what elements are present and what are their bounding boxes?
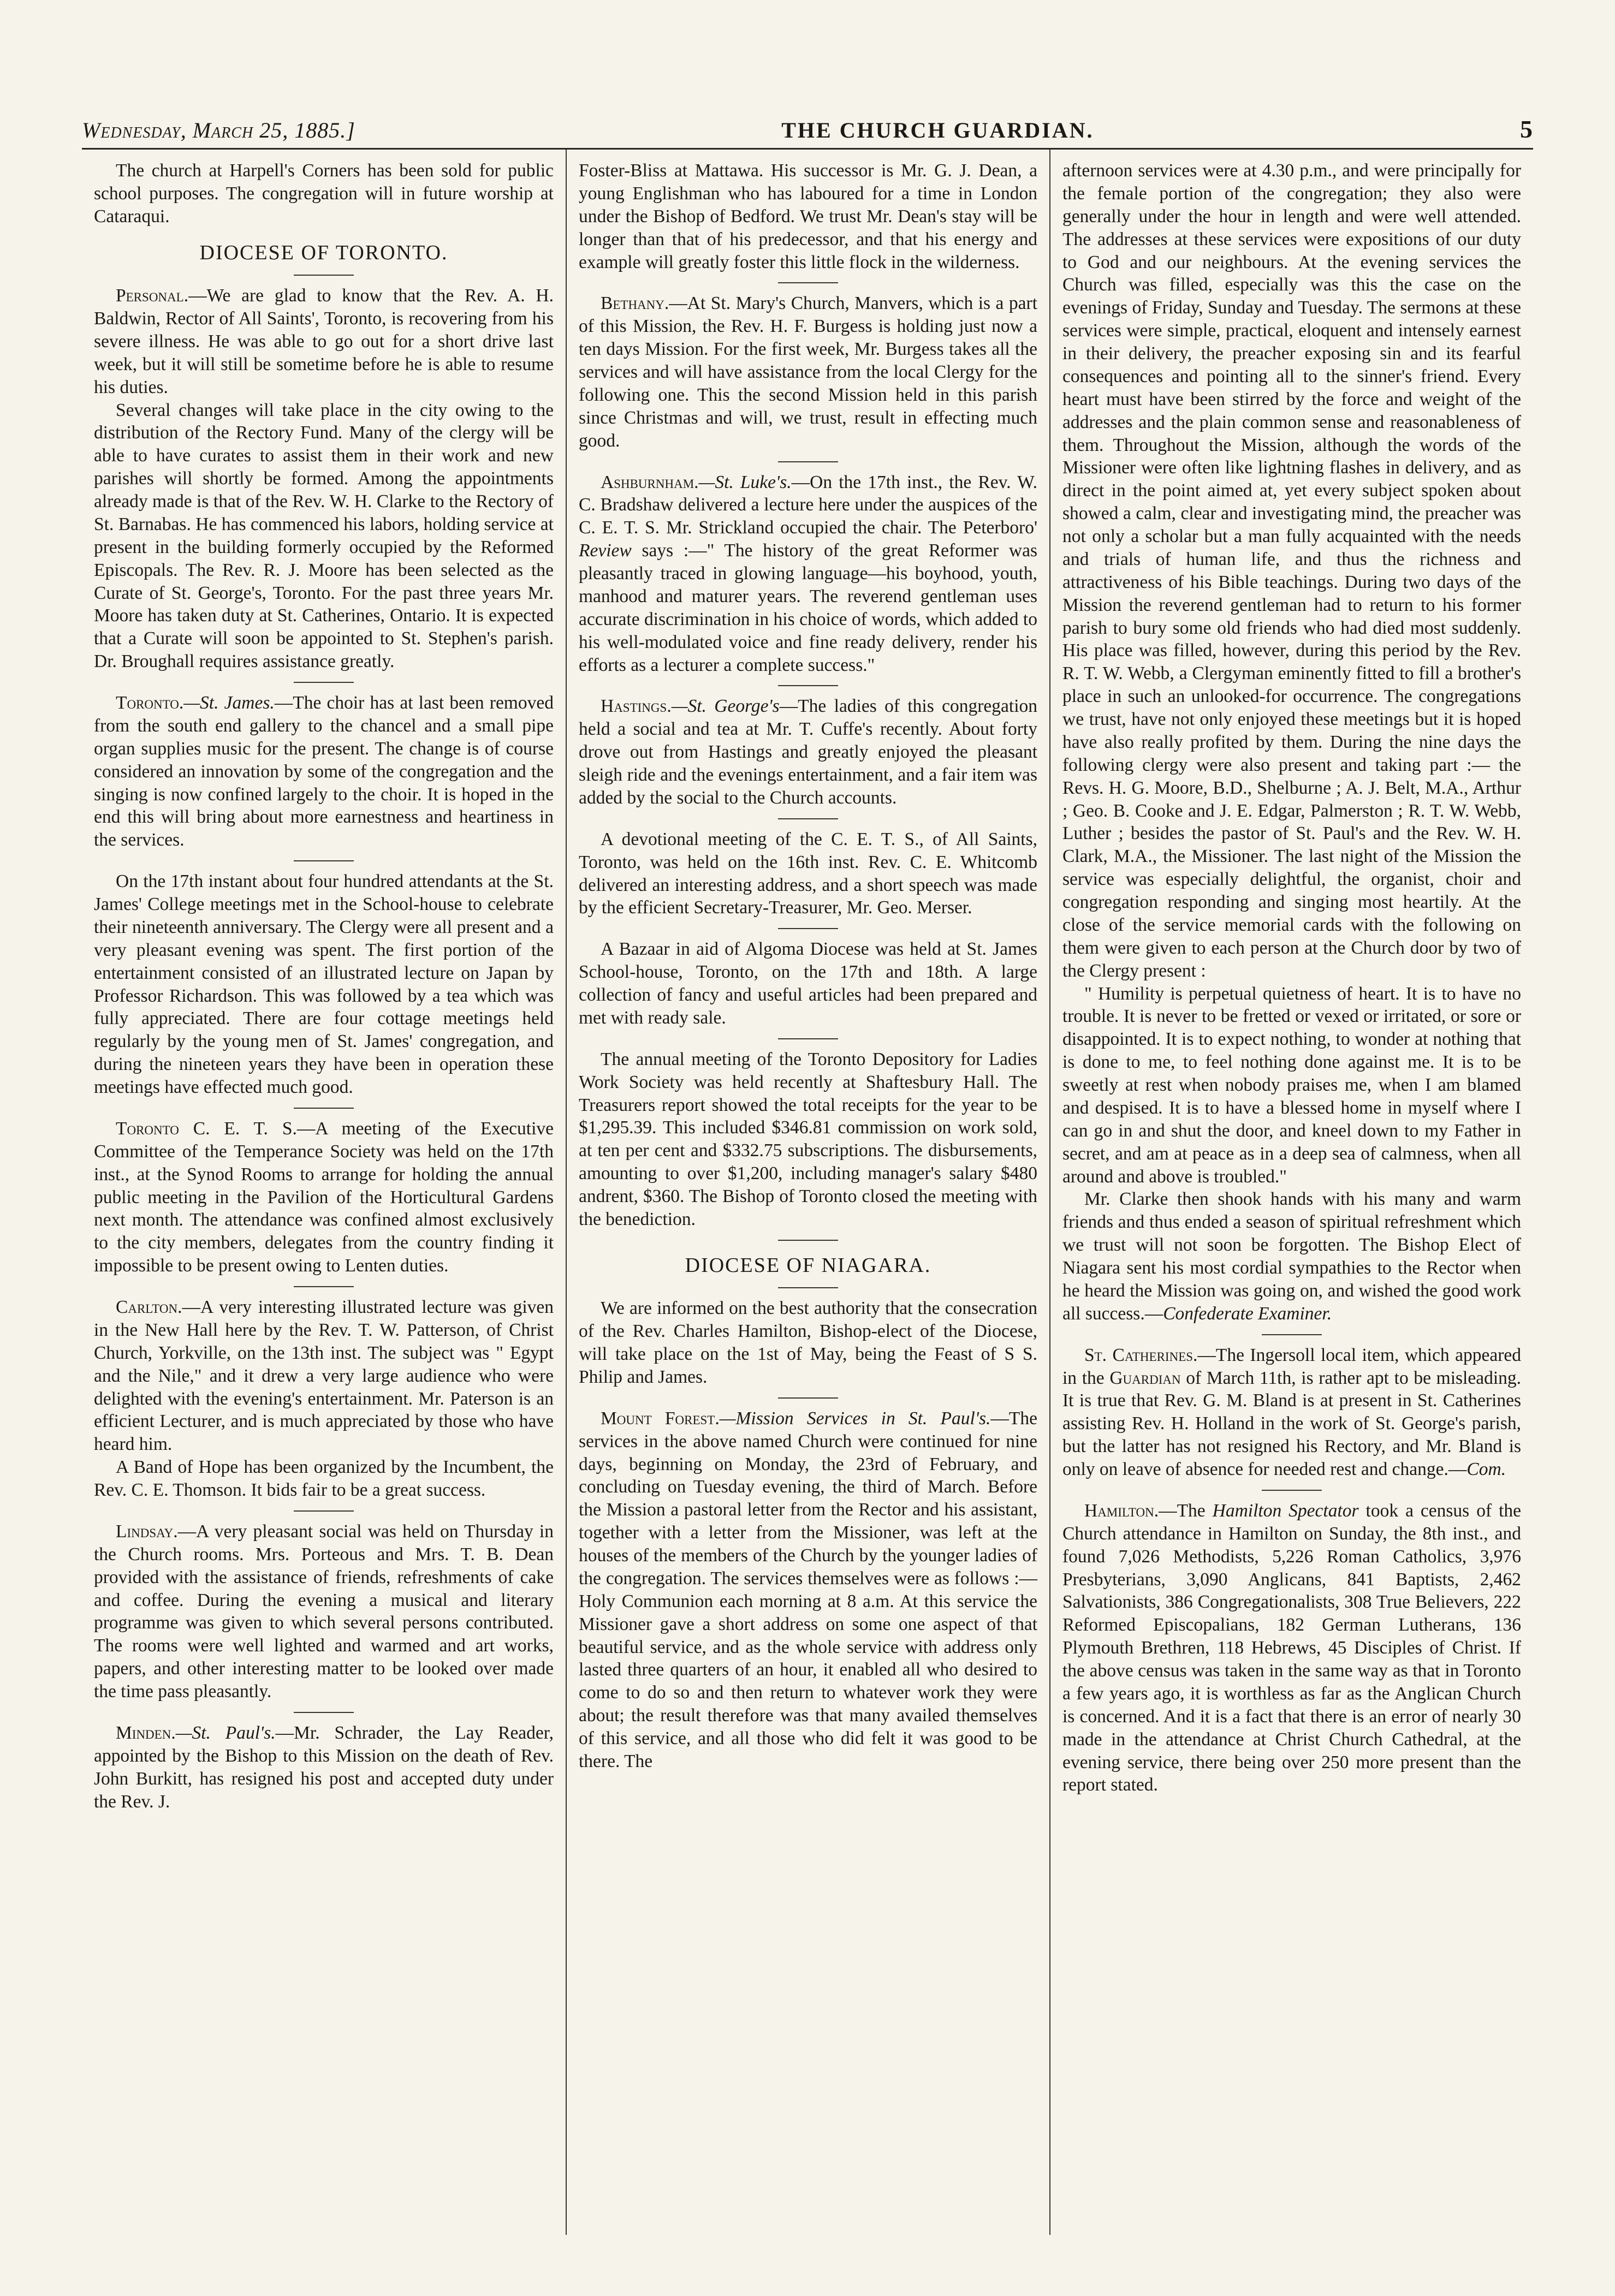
divider <box>294 682 354 683</box>
heading-diocese-niagara: DIOCESE OF NIAGARA. <box>685 1253 931 1277</box>
hamilton-spectator: Hamilton Spectator <box>1212 1500 1359 1521</box>
masthead: THE CHURCH GUARDIAN. <box>781 118 1094 142</box>
page-number: 5 <box>1519 115 1533 143</box>
paragraph-clarke <box>1062 1188 1521 1325</box>
column-3 <box>1049 150 1533 2235</box>
divider <box>294 1510 354 1512</box>
paragraph-cets <box>94 1117 554 1277</box>
divider <box>294 1108 354 1109</box>
lead-ashburnham: Ashburnham. <box>601 472 699 492</box>
paragraph-st-james <box>94 692 554 852</box>
article-columns <box>82 150 1533 2235</box>
divider <box>294 1712 354 1713</box>
paragraph-continued: afternoon services were at 4.30 p.m., and were principally for the female portion of the congregation; they also were generally under the hour in length and were well attended. The addresses at these services were expositions of our duty to God and our neighbours. At the evening services the Church was filled, especially was this the case on the evenings of Friday, Sunday and Tuesday. The sermons at these services were simple, practical, eloquent and intensely earnest in their delivery, the preacher exposing sin and its fearful consequences and pointing all to the sinner's friend. Every heart must have been stirred by the force and weight of the addresses and the plain common sense and reasonableness of them. Throughout the Mission, although the words of the Missioner were often like lightning flashes in delivery, and as direct in the point aimed at, yet every subject spoken about showed a calm, clear and investigating mind, the preacher was not only a scholar but a man fully acquainted with the needs and trials of human life, and thus the richness and attractiveness of his Bible teachings. During two days of the Mission the reverend gentleman had to return to his former parish to bury some old friends who had died most suddenly. His place was filled, however, during this period by the Rev. R. T. W. Webb, a Clergyman eminently fitted to fill a brother's place in such an unlooked-for occurrence. The congregations we trust, have not only enjoyed these meetings but it is hoped have also really profited by them. During the nine days the following clergy were also present and taking part :— the Revs. H. G. Moore, B.D., Shelburne ; A. J. Belt, M.A., Arthur ; Geo. B. Cooke and J. E. Edgar, Palmerston ; R. T. W. Webb, Luther ; besides the pastor of St. Paul's and the Rev. W. H. Clark, M.A., the Missioner. The last night of the Mission the service was especially delightful, the organist, choir and congregation responding and singing most heartily. At the close of the service memorial cards with the following on them were given to each person at the Church door by two of the Clergy present : <box>1062 160 1521 981</box>
lead-hamilton: Hamilton. <box>1084 1500 1159 1521</box>
paragraph-hamilton <box>1062 1500 1521 1797</box>
lead-personal: Personal. <box>116 285 189 306</box>
paragraph-mount-forest <box>579 1407 1037 1773</box>
body-ashburnham-2: says :—" The history of the great Reformer was pleasantly traced in glowing language—his boyhood, youth, manhood and maturer years. The reverend gentleman uses accurate discrimination in his choice of words, which added to his well-modulated voice and fine ready delivery, render his efforts as a lecturer a complete success." <box>579 540 1037 675</box>
paragraph-st-catherines <box>1062 1344 1521 1481</box>
paragraph-continued: Foster-Bliss at Mattawa. His successor is Mr. G. J. Dean, a young Englishman who has laboured for a time in London under the Bishop of Bedford. We trust Mr. Dean's stay will be longer than that of his predecessor, and that his energy and example will greatly foster this little flock in the wilderness. <box>579 160 1037 272</box>
lead-cets: Toronto C. E. T. S. <box>116 1118 297 1139</box>
paragraph-changes: Several changes will take place in the city owing to the distribution of the Rectory Fund. Many of the clergy will be able to have curates to assist them in their work and new parishes will shortly be formed. Among the appointments already made is that of the Rev. W. H. Clarke to the Rectory of St. Barnabas. He has commenced his labors, holding service at present in the building formerly occupied by the Reformed Episcopals. The Rev. R. J. Moore has been selected as the Curate of St. George's, Toronto. For the past three years Mr. Moore has taken duty at St. Catherines, Ontario. It is expected that a Curate will soon be appointed to St. Stephen's parish. Dr. Broughall requires assistance greatly. <box>94 400 554 672</box>
paragraph-consecration: We are informed on the best authority that the consecration of the Rev. Charles Hamilton, Bishop-elect of the Diocese, will take place on the 1st of May, being the Feast of S S. Philip and James. <box>579 1298 1037 1387</box>
divider <box>294 275 354 276</box>
body-clarke: Mr. Clarke then shook hands with his many and warm friends and thus ended a season of spiritual refreshment which we trust will not soon be forgotten. The Bishop Elect of Niagara sent his most cordial sympathies to the Rector when he heard the Mission was going on, and wished the good work all success.— <box>1062 1189 1521 1324</box>
body-st-catherines-1: —The Ingersoll local item, which appeared in the <box>1062 1345 1521 1388</box>
divider <box>1262 1334 1322 1335</box>
paragraph-depository: The annual meeting of the Toronto Depository for Ladies Work Society was held recently at Shaftesbury Hall. The Treasurers report showed the total receipts for the year to be $1,295.39. This included $346.81 commission on work sold, at ten per cent and $332.75 subscriptions. The disbursements, amounting to over $1,200, including manager's salary $480 andrent, $360. The Bishop of Toronto closed the meeting with the benediction. <box>579 1049 1037 1229</box>
place-st-pauls: —Mission Services in St. Paul's. <box>719 1408 991 1429</box>
paragraph-band-of-hope: A Band of Hope has been organized by the Incumbent, the Rev. C. E. Thomson. It bids fair to be a great success. <box>94 1457 554 1500</box>
review-title: Review <box>579 540 632 561</box>
paragraph-devotional: A devotional meeting of the C. E. T. S., of All Saints, Toronto, was held on the 16th inst. Rev. C. E. Whitcomb delivered an interesting address, and a short speech was made by the efficient Secretary-Treasurer, Mr. Geo. Merser. <box>579 829 1037 918</box>
lead-minden: Minden. <box>116 1722 176 1743</box>
body-minden: —Mr. Schrader, the Lay Reader, appointed by the Bishop to this Mission on the death of Rev. John Burkitt, has resigned his post and accepted duty under the Rev. J. <box>94 1722 554 1812</box>
issue-date: Wednesday, March 25, 1885.] <box>82 118 355 142</box>
divider <box>778 461 838 462</box>
divider <box>778 282 838 283</box>
guardian-name: Guardian <box>1109 1367 1181 1388</box>
divider <box>1262 1490 1322 1491</box>
divider <box>778 928 838 929</box>
lead-mount-forest: Mount Forest. <box>601 1408 720 1429</box>
paragraph-humility-quote: " Humility is perpetual quietness of heart. It is to have no trouble. It is never to be fretted or vexed or irritated, or sore or disappointed. It is to expect nothing, to wonder at nothing that is done to me, to feel nothing done against me. It is to be sweetly at rest when nobody praises me, when I am blamed and despised. It is to have a blessed home in myself where I can go in and shut the door, and kneel down to my Father in secret, and am at peace as in a deep sea of calmness, when all around and above is troubled." <box>1062 983 1521 1187</box>
body-lindsay: —A very pleasant social was held on Thursday in the Church rooms. Mrs. Porteous and Mrs. T. B. Dean provided with the assistance of friends, refreshments of cake and coffee. During the evening a musical and literary programme was given to which several persons contributed. The rooms were well lighted and warmed and art works, papers, and other interesting matter to be looked over made the time pass pleasantly. <box>94 1521 554 1702</box>
paragraph-harpell: The church at Harpell's Corners has been sold for public school purposes. The congregation will in future worship at Cataraqui. <box>94 160 554 227</box>
body-bethany: —At St. Mary's Church, Manvers, which is a part of this Mission, the Rev. H. F. Burgess is holding just now a ten days Mission. For the first week, Mr. Burgess takes all the services and will have assistance from the local Clergy for the following one. This the second Mission held in this parish since Christmas and will, we trust, result in effecting much good. <box>579 293 1037 451</box>
divider <box>778 818 838 819</box>
page-header <box>82 115 1533 150</box>
paragraph-college: On the 17th instant about four hundred attendants at the St. James' College meetings met in the School-house to celebrate their nineteenth anniversary. The Clergy were all present and a very pleasant evening was spent. The first portion of the entertainment consisted of an illustrated lecture on Japan by Professor Richardson. This was followed by a tea which was fully appreciated. There are four cottage meetings held regularly by the young men of St. James' congregation, and during the nineteen years they have been in operation these meetings have effected much good. <box>94 871 554 1097</box>
body-mount-forest: —The services in the above named Church were continued for nine days, beginning on Monday, the 23rd of February, and concluding on Tuesday evening, the third of March. Before the Mission a pastoral letter from the Rector and his assistant, together with a letter from the Missioner, was left at the houses of the members of the Church by the younger ladies of the congregation. The services themselves were as follows :—Holy Communion each morning at 8 a.m. At this service the Missioner gave a short address on some one aspect of that beautiful service, and as the whole service with address only lasted three quarters of an hour, it enabled all who desired to come to do so and then return to whatever work they were about; the result therefore was that many availed themselves of this service, and all those who did felt it was good to be there. The <box>579 1408 1038 1771</box>
lead-carlton: Carlton. <box>116 1297 182 1317</box>
paragraph-personal <box>94 284 554 398</box>
column-1 <box>82 150 566 2235</box>
lead-lindsay: Lindsay. <box>116 1521 178 1542</box>
body-carlton: —A very interesting illustrated lecture was given in the New Hall here by the Rev. T. W. Patterson, of Christ Church, Yorkville, on the 13th inst. The subject was " Egypt and the Nile," and it drew a very large audience who were delighted with the evening's entertainment. Mr. Paterson is an efficient Lecturer, and is much appreciated by those who have heard him. <box>94 1297 554 1455</box>
divider <box>294 860 354 861</box>
heading-diocese-toronto: DIOCESE OF TORONTO. <box>199 241 448 264</box>
column-2 <box>566 150 1049 2235</box>
lead-bethany: Bethany. <box>601 293 669 314</box>
divider <box>778 685 838 686</box>
dash-hamilton: —The <box>1159 1500 1206 1521</box>
paragraph-bazaar: A Bazaar in aid of Algoma Diocese was held at St. James School-house, Toronto, on the 17th and 18th. A large collection of fancy and useful articles had been prepared and met with ready sale. <box>579 939 1037 1028</box>
divider <box>778 1397 838 1399</box>
body-ashburnham-1: —On the 17th inst., the Rev. W. C. Bradshaw delivered a lecture here under the auspices of the C. E. T. S. Mr. Strickland occupied the chair. The Peterboro' <box>579 472 1038 538</box>
paragraph-bethany <box>579 292 1037 452</box>
paragraph-ashburnham <box>579 471 1037 677</box>
paragraph-lindsay <box>94 1520 554 1703</box>
divider <box>778 1287 838 1288</box>
source-confederate-examiner: Confederate Examiner. <box>1163 1303 1332 1324</box>
body-hamilton: took a census of the Church attendance in Hamilton on Sunday, the 8th inst., and found 7,026 Methodists, 5,226 Roman Catholics, 3,976 Presbyterians, 3,090 Anglicans, 841 Baptists, 2,462 Salvationists, 386 Congregationalists, 308 True Believers, 222 Reformed Episcopalians, 182 German Lutherans, 136 Plymouth Brethren, 118 Hebrews, 45 Disciples of Christ. If the above census was taken in the same way as that in Toronto a few years ago, it is worthless as far as the Anglican Church is concerned. And it is a fact that there is an error of nearly 30 made in the attendance at Christ Church Cathedral, at the evening service, there being over 250 more present than the report stated. <box>1062 1500 1521 1795</box>
body-hastings: —The ladies of this congregation held a social and tea at Mr. T. Cuffe's recently. About forty drove out from Hastings and greatly enjoyed the pleasant sleigh ride and the evenings entertainment, and a fair item was added by the social to the Church accounts. <box>579 696 1037 808</box>
body-st-james: —The choir has at last been removed from the south end gallery to the chancel and a small pipe organ supplies music for the present. The change is of course considered an innovation by some of the congregation and the singing is now confined largely to the choir. It is hoped in the end this will bring about more earnestness and heartiness in the services. <box>94 693 554 850</box>
paragraph-carlton <box>94 1296 554 1456</box>
place-st-lukes: —St. Luke's. <box>698 472 792 492</box>
divider <box>294 1286 354 1287</box>
divider <box>778 1038 838 1039</box>
place-st-james: —St. James. <box>183 693 275 713</box>
source-com: Com. <box>1466 1459 1506 1479</box>
lead-hastings: Hastings. <box>601 696 672 717</box>
place-st-georges: —St. George's <box>671 696 780 717</box>
lead-toronto: Toronto. <box>116 693 184 713</box>
lead-st-catherines: St. Catherines. <box>1084 1345 1198 1365</box>
paragraph-hastings <box>579 695 1037 809</box>
body-personal: —We are glad to know that the Rev. A. H. Baldwin, Rector of All Saints', Toronto, is recovering from his severe illness. He was able to go out for a short drive last week, but it will still be sometime before he is able to resume his duties. <box>94 285 554 397</box>
place-minden: —St. Paul's. <box>175 1722 276 1743</box>
body-st-catherines-2: of March 11th, is rather apt to be misleading. It is true that Rev. G. M. Bland is at present in St. Catherines assisting Rev. H. Holland in the work of St. George's parish, but the latter has not resigned his Rectory, and Mr. Bland is only on leave of absence for needed rest and change.— <box>1062 1367 1522 1479</box>
body-cets: —A meeting of the Executive Committee of the Temperance Society was held on the 17th inst., at the Synod Rooms to arrange for holding the annual public meeting in the Pavilion of the Horticultural Gardens next month. The attendance was confined almost exclusively to the city members, delegates from the country finding it impossible to be present owing to Lenten duties. <box>94 1118 554 1276</box>
paragraph-minden <box>94 1722 554 1813</box>
divider <box>778 1240 838 1241</box>
